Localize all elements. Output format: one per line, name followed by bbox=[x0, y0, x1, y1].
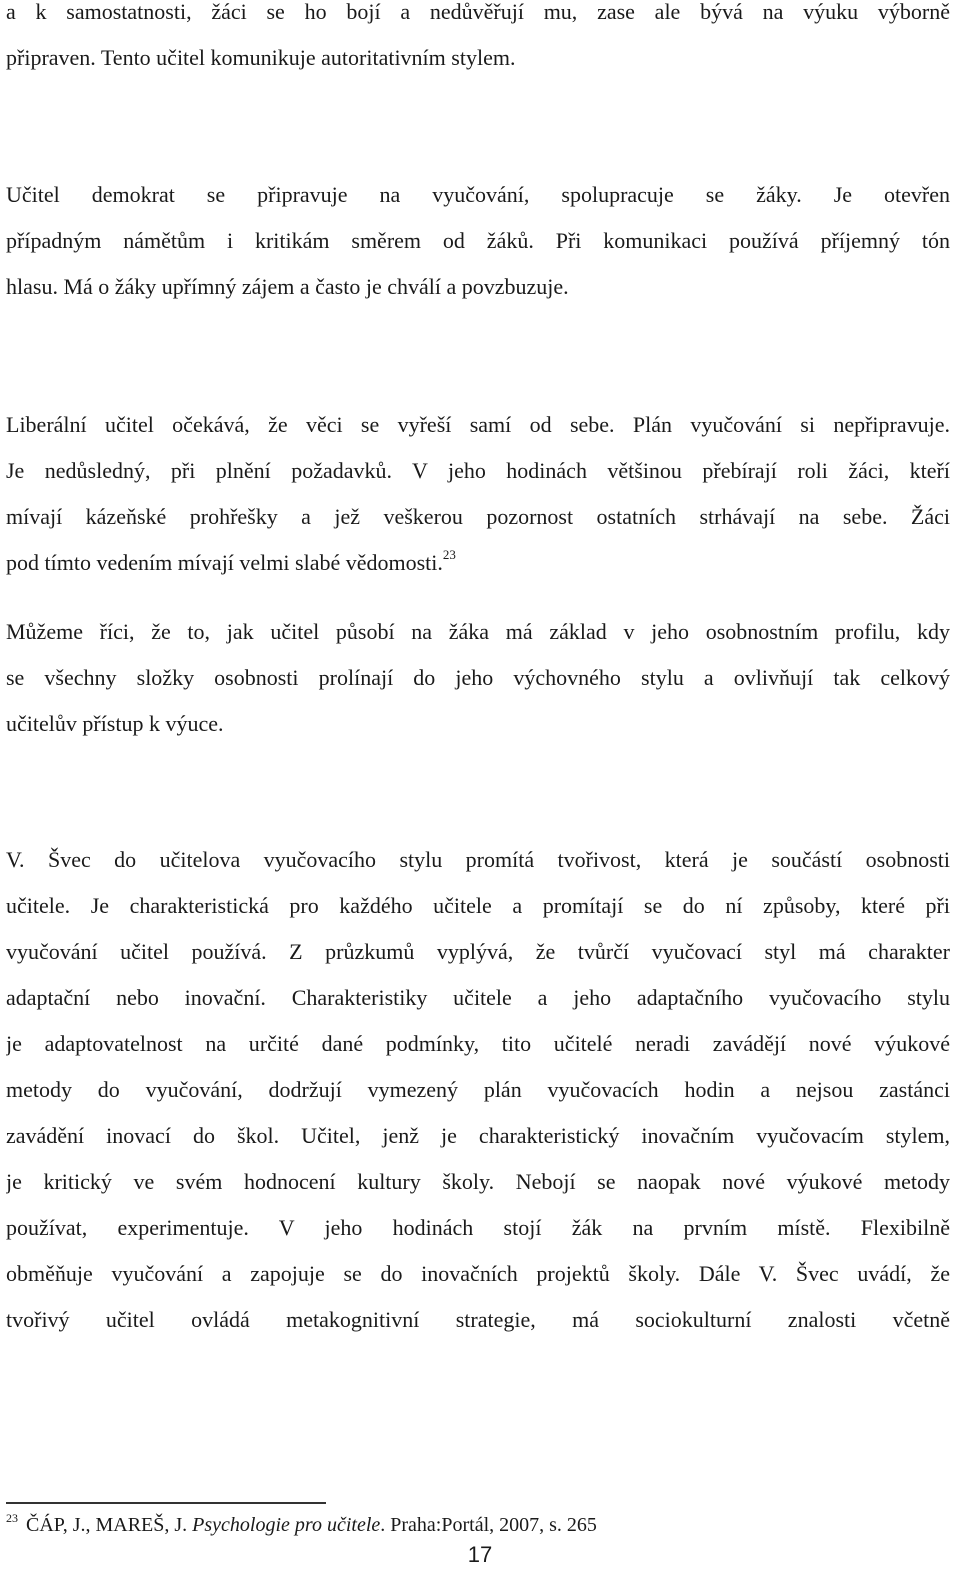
text-line: obměňuje vyučování a zapojuje se do inovačních projektů školy. Dále V. Švec uvádí, že bbox=[6, 1261, 950, 1286]
text-line: Je nedůsledný, při plnění požadavků. V jeho hodinách většinou přebírají roli žáci, kteří bbox=[6, 458, 950, 483]
footnote-authors: ČÁP, J., MAREŠ, J. bbox=[26, 1514, 188, 1536]
text-line: a k samostatnosti, žáci se ho bojí a nedůvěřují mu, zase ale bývá na výuku výborně bbox=[6, 0, 950, 24]
text-line: metody do vyučování, dodržují vymezený plán vyučovacích hodin a nejsou zastánci bbox=[6, 1077, 950, 1102]
paragraph-3 bbox=[6, 410, 950, 594]
text-line: je adaptovatelnost na určité dané podmínky, tito učitelé neradi zavádějí nové výukové bbox=[6, 1031, 950, 1056]
text-line: Liberální učitel očekává, že věci se vyřeší samí od sebe. Plán vyučování si nepřipravuje. bbox=[6, 412, 950, 437]
footnote-publication: . Praha:Portál, 2007, s. 265 bbox=[380, 1514, 597, 1536]
text-line: vyučování učitel používá. Z průzkumů vyplývá, že tvůrčí vyučovací styl má charakter bbox=[6, 939, 950, 964]
footnote-separator bbox=[6, 1502, 326, 1504]
paragraph-5 bbox=[6, 845, 950, 1351]
text-line bbox=[6, 548, 950, 594]
footnote bbox=[6, 1512, 946, 1538]
text-line: připraven. Tento učitel komunikuje autoritativním stylem. bbox=[6, 45, 516, 70]
text-line: mívají kázeňské prohřešky a jež veškerou pozornost ostatních strhávají na sebe. Žáci bbox=[6, 504, 950, 529]
text-line: tvořivý učitel ovládá metakognitivní strategie, má sociokulturní znalosti včetně bbox=[6, 1307, 950, 1332]
page-number: 17 bbox=[467, 1542, 493, 1567]
text-line: V. Švec do učitelova vyučovacího stylu promítá tvořivost, která je součástí osobnosti bbox=[6, 847, 950, 872]
text-line: adaptační nebo inovační. Charakteristiky učitele a jeho adaptačního vyučovacího stylu bbox=[6, 985, 950, 1010]
text-line: je kritický ve svém hodnocení kultury školy. Nebojí se naopak nové výukové metody bbox=[6, 1169, 950, 1194]
footnote-number: 23 bbox=[6, 1511, 18, 1525]
text-line: případným námětům i kritikám směrem od žáků. Při komunikaci používá příjemný tón bbox=[6, 228, 950, 253]
text-line: Můžeme říci, že to, jak učitel působí na žáka má základ v jeho osobnostním profilu, kdy bbox=[6, 619, 950, 644]
text-line: hlasu. Má o žáky upřímný zájem a často je chválí a povzbuzuje. bbox=[6, 274, 569, 299]
text-line: používat, experimentuje. V jeho hodinách stojí žák na prvním místě. Flexibilně bbox=[6, 1215, 950, 1240]
footnote-reference: 23 bbox=[442, 548, 456, 562]
text-line: zavádění inovací do škol. Učitel, jenž je charakteristický inovačním vyučovacím stylem, bbox=[6, 1123, 950, 1148]
footnote-title: Psychologie pro učitele bbox=[192, 1514, 381, 1536]
paragraph-1 bbox=[6, 0, 950, 89]
paragraph-2 bbox=[6, 180, 950, 318]
text-line: učitelův přístup k výuce. bbox=[6, 711, 224, 736]
text-line: se všechny složky osobnosti prolínají do jeho výchovného stylu a ovlivňují tak celkový bbox=[6, 665, 950, 690]
text-line-content: pod tímto vedením mívají velmi slabé vědomosti. bbox=[6, 550, 443, 575]
text-line: Učitel demokrat se připravuje na vyučování, spolupracuje se žáky. Je otevřen bbox=[6, 182, 950, 207]
paragraph-4 bbox=[6, 617, 950, 755]
text-line: učitele. Je charakteristická pro každého učitele a promítají se do ní způsoby, které při bbox=[6, 893, 950, 918]
